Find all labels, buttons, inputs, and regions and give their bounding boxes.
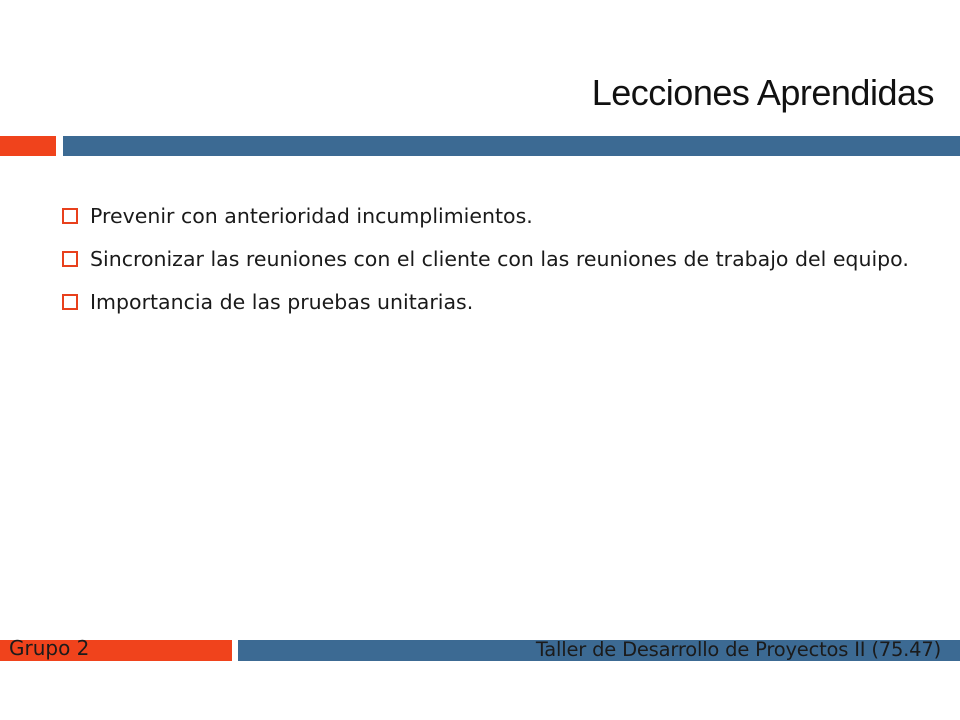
footer-group-label: Grupo 2 bbox=[9, 636, 90, 660]
bullet-text: Sincronizar las reuniones con el cliente con las reuniones de trabajo del equipo. bbox=[90, 247, 909, 271]
slide-title: Lecciones Aprendidas bbox=[591, 72, 934, 113]
bullet-list bbox=[62, 200, 952, 329]
bullet-item bbox=[62, 243, 952, 275]
header-accent-bar-orange bbox=[0, 136, 56, 156]
hollow-square-icon bbox=[62, 251, 78, 267]
bullet-text: Prevenir con anterioridad incumplimientos. bbox=[90, 204, 533, 228]
header-accent-bar-blue bbox=[63, 136, 960, 156]
footer-course-label: Taller de Desarrollo de Proyectos II (75.47) bbox=[535, 638, 941, 661]
bullet-item bbox=[62, 200, 952, 232]
bullet-text: Importancia de las pruebas unitarias. bbox=[90, 290, 474, 314]
hollow-square-icon bbox=[62, 294, 78, 310]
bullet-item bbox=[62, 286, 952, 318]
hollow-square-icon bbox=[62, 208, 78, 224]
